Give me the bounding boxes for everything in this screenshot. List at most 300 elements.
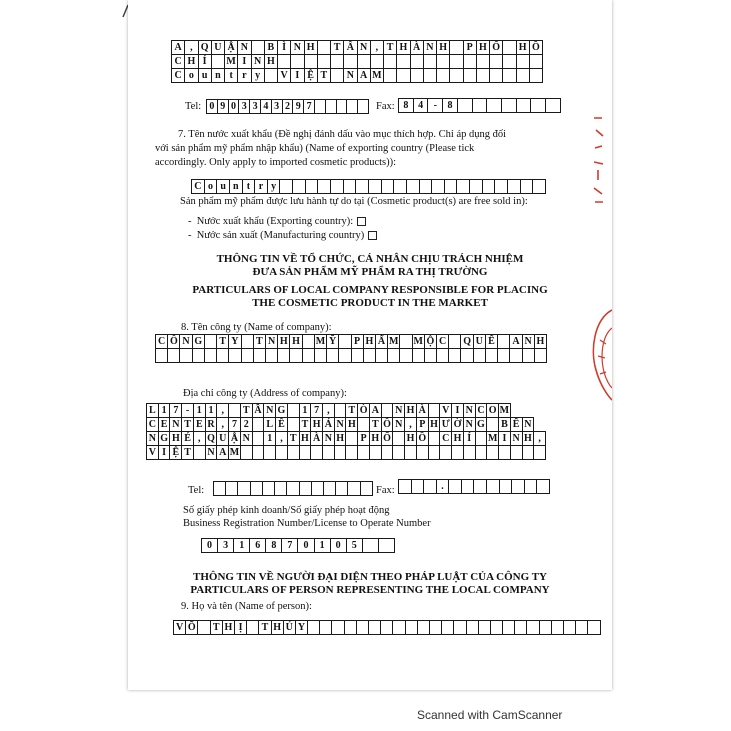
char-cell — [369, 621, 381, 635]
tel-grid — [206, 99, 369, 114]
char-cell: O — [488, 404, 497, 416]
char-cell — [463, 55, 476, 69]
exporting-country-grid — [191, 179, 546, 194]
char-cell: u — [217, 180, 230, 194]
char-cell — [378, 539, 394, 553]
char-cell: Y — [229, 335, 241, 349]
char-cell: H — [476, 41, 489, 55]
char-cell — [428, 404, 440, 418]
char-cell — [508, 180, 521, 194]
char-cell — [331, 69, 344, 83]
char-cell — [450, 69, 463, 83]
char-cell: , — [217, 404, 229, 418]
company-name-label: 8. Tên công ty (Name of company): — [181, 322, 332, 333]
char-cell — [358, 446, 370, 460]
char-cell — [287, 404, 299, 418]
char-cell: H — [264, 55, 277, 69]
char-cell — [437, 349, 449, 363]
char-cell: 7 — [229, 418, 241, 432]
char-cell: H — [290, 335, 302, 349]
char-cell — [437, 69, 450, 83]
char-cell: V — [174, 621, 186, 635]
free-sold-label: Sản phẩm mỹ phẩm được lưu hành tự do tại (Cosmetic product(s) are free sold in): — [180, 196, 528, 207]
char-cell — [360, 482, 372, 496]
char-cell — [280, 180, 293, 194]
char-cell: Í — [463, 432, 475, 446]
char-cell — [516, 99, 531, 113]
license-number-grid — [201, 538, 395, 553]
char-cell: N — [147, 432, 159, 446]
char-cell — [381, 180, 394, 194]
char-cell — [424, 349, 436, 363]
char-cell — [423, 55, 436, 69]
char-cell — [429, 621, 441, 635]
char-cell — [311, 482, 323, 496]
char-cell: C — [192, 180, 205, 194]
char-cell — [381, 446, 393, 460]
char-cell: L — [264, 418, 276, 432]
char-cell: 0 — [228, 100, 239, 114]
char-cell — [529, 69, 542, 83]
char-cell — [204, 335, 216, 349]
grid-row — [174, 621, 601, 635]
char-cell — [314, 100, 325, 114]
char-cell: 1 — [299, 404, 311, 418]
option-manufacturing — [188, 230, 377, 242]
char-cell — [327, 349, 339, 363]
char-cell: 8 — [266, 539, 282, 553]
char-cell — [325, 100, 336, 114]
char-cell: A — [369, 404, 381, 418]
char-cell: H — [347, 418, 356, 430]
grid-row — [207, 100, 369, 114]
char-cell — [192, 349, 204, 363]
bullet-dash: - — [188, 216, 192, 227]
char-cell: Ư — [441, 418, 450, 430]
char-cell — [262, 482, 274, 496]
char-cell: Ờ — [453, 418, 462, 430]
char-cell: Ò — [359, 404, 368, 416]
char-cell: Ệ — [304, 69, 317, 83]
char-cell — [537, 480, 550, 494]
char-cell: Ế — [485, 335, 497, 349]
char-cell: T — [299, 418, 311, 432]
char-cell — [226, 482, 238, 496]
char-cell — [358, 418, 370, 432]
char-cell — [334, 404, 346, 418]
char-cell: À — [410, 41, 423, 55]
char-cell — [276, 446, 288, 460]
char-cell — [358, 100, 369, 114]
grid-row — [172, 55, 543, 69]
char-cell — [198, 621, 210, 635]
option-exporting-label: Nước xuất khẩu (Exporting country): — [196, 216, 354, 227]
char-cell: A — [172, 41, 185, 55]
char-cell — [214, 482, 226, 496]
char-cell — [410, 55, 423, 69]
char-cell — [344, 621, 356, 635]
char-cell — [412, 349, 424, 363]
char-cell — [344, 55, 357, 69]
char-cell: H — [363, 335, 375, 349]
char-cell — [461, 349, 473, 363]
char-cell — [253, 349, 265, 363]
char-cell — [495, 180, 508, 194]
char-cell — [334, 446, 346, 460]
char-cell: P — [463, 41, 476, 55]
tel-label: Tel: — [185, 101, 202, 112]
section7-line2: với sản phẩm mỹ phẩm nhập khẩu) (Name of exporting country (Please tick — [155, 143, 475, 154]
char-cell — [406, 180, 419, 194]
char-cell — [400, 349, 412, 363]
char-cell: 1 — [234, 539, 250, 553]
char-cell: N — [522, 335, 534, 349]
char-cell: H — [430, 418, 438, 430]
char-cell: M — [487, 432, 498, 444]
char-cell: Ầ — [252, 404, 264, 418]
char-cell — [428, 446, 440, 460]
char-cell — [476, 55, 489, 69]
char-cell: B — [499, 418, 511, 432]
char-cell: I — [452, 404, 464, 418]
char-cell: H — [453, 432, 462, 444]
char-cell: 2 — [282, 100, 293, 114]
char-cell: N — [240, 432, 252, 446]
char-cell: N — [291, 41, 304, 55]
char-cell — [485, 349, 497, 363]
char-cell — [217, 349, 229, 363]
char-cell — [346, 446, 358, 460]
char-cell: N — [264, 404, 276, 418]
char-cell — [168, 349, 180, 363]
char-cell — [204, 349, 216, 363]
heading-local-vi2: ĐƯA SẢN PHẨM MỸ PHẨM RA THỊ TRƯỜNG — [252, 266, 488, 278]
char-cell — [400, 335, 412, 349]
char-cell: M — [226, 55, 236, 67]
manufacturing-checkbox[interactable] — [368, 231, 377, 240]
exporter-address-grid — [171, 40, 543, 83]
char-cell: Â — [344, 41, 357, 55]
scanner-watermark: Scanned with CamScanner — [417, 708, 563, 722]
char-cell: Ộ — [424, 335, 436, 349]
char-cell: , — [370, 41, 383, 55]
heading-local-vi1: THÔNG TIN VỀ TỔ CHỨC, CÁ NHÂN CHỊU TRÁCH NHIỆM — [216, 253, 524, 265]
char-cell — [417, 621, 429, 635]
char-cell: - — [428, 99, 443, 113]
char-cell: E — [158, 418, 170, 432]
char-cell: E — [193, 418, 205, 432]
heading-person-vi: THÔNG TIN VỀ NGƯỜI ĐẠI DIỆN THEO PHÁP LUẬT CỦA CÔNG TY — [193, 571, 547, 583]
char-cell: N — [423, 41, 436, 55]
char-cell: N — [334, 418, 346, 432]
char-cell — [490, 69, 503, 83]
char-cell: A — [510, 335, 522, 349]
char-cell: C — [437, 335, 449, 349]
char-cell: o — [204, 180, 217, 194]
char-cell: G — [160, 432, 168, 444]
char-cell: H — [406, 404, 415, 416]
char-cell: 3 — [250, 100, 261, 114]
char-cell: N — [170, 418, 182, 432]
char-cell — [510, 446, 522, 460]
char-cell: H — [371, 432, 380, 444]
char-cell — [410, 69, 423, 83]
char-cell — [311, 446, 323, 460]
grid-row — [214, 482, 373, 496]
char-cell: N — [393, 418, 405, 432]
char-cell: M — [229, 446, 240, 458]
heading-local-en2: THE COSMETIC PRODUCT IN THE MARKET — [252, 297, 488, 309]
char-cell — [476, 69, 489, 83]
char-cell: u — [198, 69, 211, 83]
section7-line3: accordingly. Only apply to imported cosmetic products)): — [155, 157, 397, 168]
char-cell — [384, 55, 397, 69]
char-cell — [346, 432, 358, 446]
char-cell — [317, 55, 330, 69]
char-cell — [291, 55, 304, 69]
char-cell — [264, 69, 277, 83]
char-cell — [356, 180, 369, 194]
char-cell — [293, 180, 306, 194]
char-cell: 6 — [250, 539, 266, 553]
char-cell — [457, 180, 470, 194]
char-cell: 7 — [282, 539, 298, 553]
company-address-grid — [146, 403, 546, 460]
char-cell: I — [499, 432, 511, 446]
char-cell — [470, 180, 483, 194]
grid-row — [399, 480, 550, 494]
char-cell: Ố — [490, 41, 503, 55]
char-cell: 0 — [202, 539, 218, 553]
char-cell — [304, 55, 317, 69]
heading-person-en: PARTICULARS OF PERSON REPRESENTING THE LOCAL COMPANY — [190, 584, 550, 596]
char-cell — [351, 349, 363, 363]
char-cell: - — [182, 404, 194, 418]
char-cell — [252, 418, 264, 432]
char-cell — [416, 446, 428, 460]
char-cell: M — [372, 69, 382, 81]
char-cell: 7 — [304, 100, 315, 114]
char-cell: I — [158, 446, 170, 460]
char-cell — [478, 621, 490, 635]
char-cell: H — [437, 41, 450, 55]
option-exporting — [188, 216, 366, 228]
char-cell — [363, 349, 375, 363]
char-cell — [515, 621, 527, 635]
char-cell — [472, 99, 487, 113]
char-cell — [229, 404, 241, 418]
char-cell — [444, 180, 457, 194]
char-cell — [264, 446, 276, 460]
char-cell — [381, 404, 393, 418]
char-cell — [442, 621, 454, 635]
section7-line1: 7. Tên nước xuất khẩu (Đề nghị đánh dấu vào mục thích hợp. Chỉ áp dụng đối — [178, 129, 507, 140]
char-cell — [336, 482, 348, 496]
char-cell: H — [534, 335, 546, 349]
char-cell — [463, 69, 476, 83]
char-cell — [463, 446, 475, 460]
char-cell — [299, 446, 311, 460]
char-cell — [393, 446, 405, 460]
char-cell: H — [406, 432, 415, 444]
char-cell: Ồ — [529, 41, 542, 55]
char-cell — [305, 180, 318, 194]
char-cell — [393, 621, 405, 635]
option-manufacturing-label: Nước sản xuất (Manufacturing country) — [196, 230, 365, 241]
char-cell: Á — [323, 418, 335, 432]
char-cell — [287, 446, 299, 460]
char-cell: T — [240, 404, 252, 418]
char-cell: H — [312, 418, 321, 430]
char-cell: Ậ — [225, 41, 238, 55]
char-cell — [411, 480, 424, 494]
char-cell: G — [277, 404, 286, 416]
char-cell: C — [156, 335, 168, 349]
char-cell — [474, 480, 487, 494]
char-cell — [180, 349, 192, 363]
char-cell — [357, 55, 370, 69]
char-cell — [339, 349, 351, 363]
char-cell: N — [323, 432, 335, 446]
char-cell: M — [499, 404, 510, 416]
char-cell: À — [416, 404, 428, 418]
char-cell — [211, 55, 224, 69]
char-cell: N — [463, 404, 475, 418]
char-cell: C — [172, 69, 185, 83]
char-cell: 5 — [346, 539, 362, 553]
char-cell — [522, 349, 534, 363]
char-cell — [454, 621, 466, 635]
char-cell: P — [358, 432, 370, 446]
char-cell — [450, 55, 463, 69]
char-cell: N — [357, 41, 370, 55]
char-cell — [531, 99, 546, 113]
char-cell — [368, 180, 381, 194]
char-cell — [331, 55, 344, 69]
char-cell — [437, 55, 450, 69]
char-cell — [503, 621, 515, 635]
char-cell: V — [147, 446, 159, 460]
char-cell: Ỹ — [327, 335, 339, 349]
char-cell: Q — [198, 41, 211, 55]
char-cell: G — [192, 335, 204, 349]
char-cell: Ậ — [229, 432, 241, 446]
char-cell: 3 — [239, 100, 250, 114]
char-cell — [503, 69, 516, 83]
char-cell — [290, 349, 302, 363]
license-label-vi: Số giấy phép kinh doanh/Số giấy phép hoạt động — [183, 505, 390, 516]
char-cell — [432, 180, 445, 194]
char-cell: C — [475, 404, 487, 418]
char-cell — [156, 349, 168, 363]
char-cell — [331, 180, 344, 194]
char-cell — [343, 180, 356, 194]
char-cell: V — [278, 69, 291, 83]
char-cell: Ì — [278, 41, 291, 55]
char-cell — [546, 99, 561, 113]
char-cell: y — [251, 69, 264, 83]
char-cell: G — [477, 418, 485, 430]
char-cell — [419, 180, 432, 194]
char-cell — [564, 621, 576, 635]
char-cell — [275, 482, 287, 496]
char-cell: Ồ — [418, 432, 427, 444]
char-cell — [449, 335, 461, 349]
char-cell: Ô — [168, 335, 180, 349]
char-cell — [238, 482, 250, 496]
char-cell: U — [473, 335, 485, 349]
char-cell — [498, 335, 510, 349]
char-cell — [229, 349, 241, 363]
char-cell — [503, 55, 516, 69]
char-cell: Ị — [234, 621, 246, 635]
char-cell: 2 — [240, 418, 252, 432]
char-cell: 0 — [330, 539, 346, 553]
char-cell: Ố — [383, 432, 391, 444]
char-cell: , — [185, 41, 198, 55]
char-cell — [399, 480, 412, 494]
char-cell: T — [317, 69, 330, 83]
char-cell: 1 — [193, 404, 205, 418]
char-cell: C — [440, 432, 452, 446]
char-cell: H — [301, 432, 309, 444]
char-cell — [320, 621, 332, 635]
char-cell: C — [172, 55, 185, 69]
char-cell: U — [211, 41, 224, 55]
char-cell — [588, 621, 601, 635]
char-cell: Q — [461, 335, 473, 349]
char-cell: Ẩ — [375, 335, 387, 349]
char-cell: 1 — [314, 539, 330, 553]
char-cell — [428, 432, 440, 446]
char-cell — [247, 621, 259, 635]
char-cell — [522, 446, 534, 460]
char-cell — [405, 621, 417, 635]
char-cell — [534, 446, 546, 460]
char-cell: , — [193, 432, 205, 446]
char-cell: 9 — [217, 100, 228, 114]
char-cell: T — [259, 621, 271, 635]
char-cell: 9 — [293, 100, 304, 114]
char-cell: n — [229, 180, 242, 194]
grid-row — [156, 349, 547, 363]
exporting-checkbox[interactable] — [357, 217, 366, 226]
char-cell: o — [185, 69, 198, 83]
char-cell — [302, 335, 314, 349]
char-cell — [287, 482, 299, 496]
char-cell — [487, 418, 499, 432]
char-cell: r — [255, 180, 268, 194]
char-cell — [394, 180, 407, 194]
char-cell: H — [304, 41, 317, 55]
char-cell — [332, 621, 344, 635]
char-cell: , — [534, 432, 546, 446]
char-cell — [384, 69, 397, 83]
char-cell: 0 — [207, 100, 218, 114]
char-cell — [375, 349, 387, 363]
char-cell — [457, 99, 472, 113]
scanned-page — [128, 0, 612, 690]
char-cell: 8 — [443, 99, 458, 113]
char-cell — [450, 41, 463, 55]
char-cell — [510, 349, 522, 363]
char-cell — [449, 349, 461, 363]
char-cell: 1 — [205, 404, 217, 418]
char-cell: Õ — [186, 621, 198, 635]
person-name-grid — [173, 620, 601, 635]
red-stamp-fragment — [590, 110, 608, 210]
char-cell — [475, 432, 487, 446]
